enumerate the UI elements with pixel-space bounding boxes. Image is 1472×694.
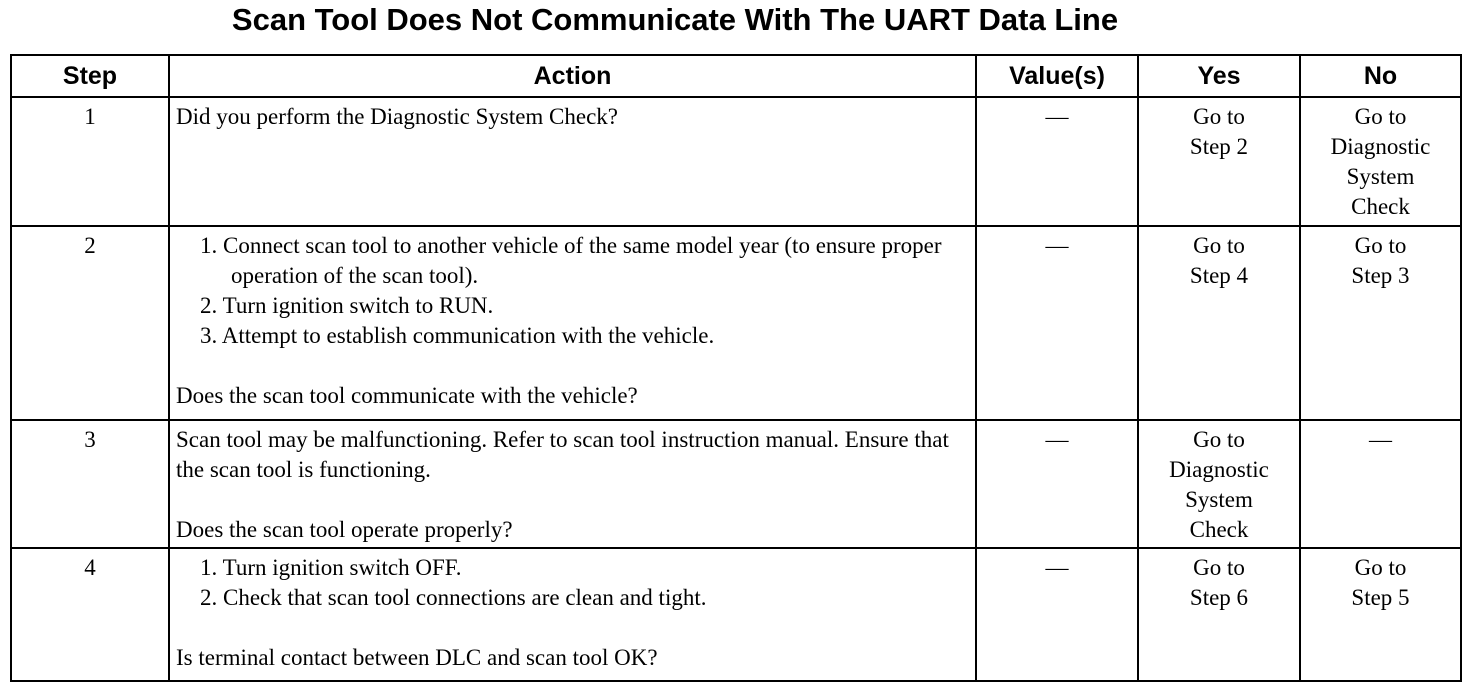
page-title: Scan Tool Does Not Communicate With The UART Data Line xyxy=(231,2,1119,37)
column-header-values: Value(s) xyxy=(976,55,1138,97)
step-number: 1 xyxy=(11,97,169,226)
table-row xyxy=(11,548,1461,681)
yes-cell: Go to Diagnostic System Check xyxy=(1138,420,1300,548)
table-row xyxy=(11,97,1461,226)
action-text: Did you perform the Diagnostic System Check? xyxy=(176,104,619,129)
diagnostic-table xyxy=(10,54,1462,682)
yes-cell: Go to Step 2 xyxy=(1138,97,1300,226)
column-header-action: Action xyxy=(169,55,976,97)
action-cell xyxy=(169,226,976,420)
action-list xyxy=(176,231,969,351)
action-list-item: 2. Turn ignition switch to RUN. xyxy=(200,293,494,318)
table-header-row xyxy=(11,55,1461,97)
value-cell: — xyxy=(976,420,1138,548)
action-question: Is terminal contact between DLC and scan tool OK? xyxy=(176,645,658,670)
step-number: 4 xyxy=(11,548,169,681)
action-list-item: 1. Turn ignition switch OFF. xyxy=(200,555,462,580)
step-number: 2 xyxy=(11,226,169,420)
action-list-item: 1. Connect scan tool to another vehicle of the same model year (to ensure proper operation of the scan tool). xyxy=(200,233,942,288)
no-cell: Go to Diagnostic System Check xyxy=(1300,97,1461,226)
action-cell xyxy=(169,420,976,548)
value-cell: — xyxy=(976,226,1138,420)
action-question: Does the scan tool operate properly? xyxy=(176,517,513,542)
value-cell: — xyxy=(976,548,1138,681)
action-question: Does the scan tool communicate with the vehicle? xyxy=(176,383,638,408)
action-cell xyxy=(169,548,976,681)
column-header-step: Step xyxy=(11,55,169,97)
yes-cell: Go to Step 6 xyxy=(1138,548,1300,681)
no-cell: — xyxy=(1300,420,1461,548)
step-number: 3 xyxy=(11,420,169,548)
action-list-item: 2. Check that scan tool connections are clean and tight. xyxy=(200,585,707,610)
table-row xyxy=(11,420,1461,548)
action-list xyxy=(176,553,969,613)
yes-cell: Go to Step 4 xyxy=(1138,226,1300,420)
no-cell: Go to Step 3 xyxy=(1300,226,1461,420)
action-list-item: 3. Attempt to establish communication with the vehicle. xyxy=(200,323,715,348)
column-header-yes: Yes xyxy=(1138,55,1300,97)
no-cell: Go to Step 5 xyxy=(1300,548,1461,681)
action-text: Scan tool may be malfunctioning. Refer to scan tool instruction manual. Ensure that the scan tool is functioning. xyxy=(176,427,949,482)
table-row xyxy=(11,226,1461,420)
value-cell: — xyxy=(976,97,1138,226)
column-header-no: No xyxy=(1300,55,1461,97)
action-cell xyxy=(169,97,976,226)
